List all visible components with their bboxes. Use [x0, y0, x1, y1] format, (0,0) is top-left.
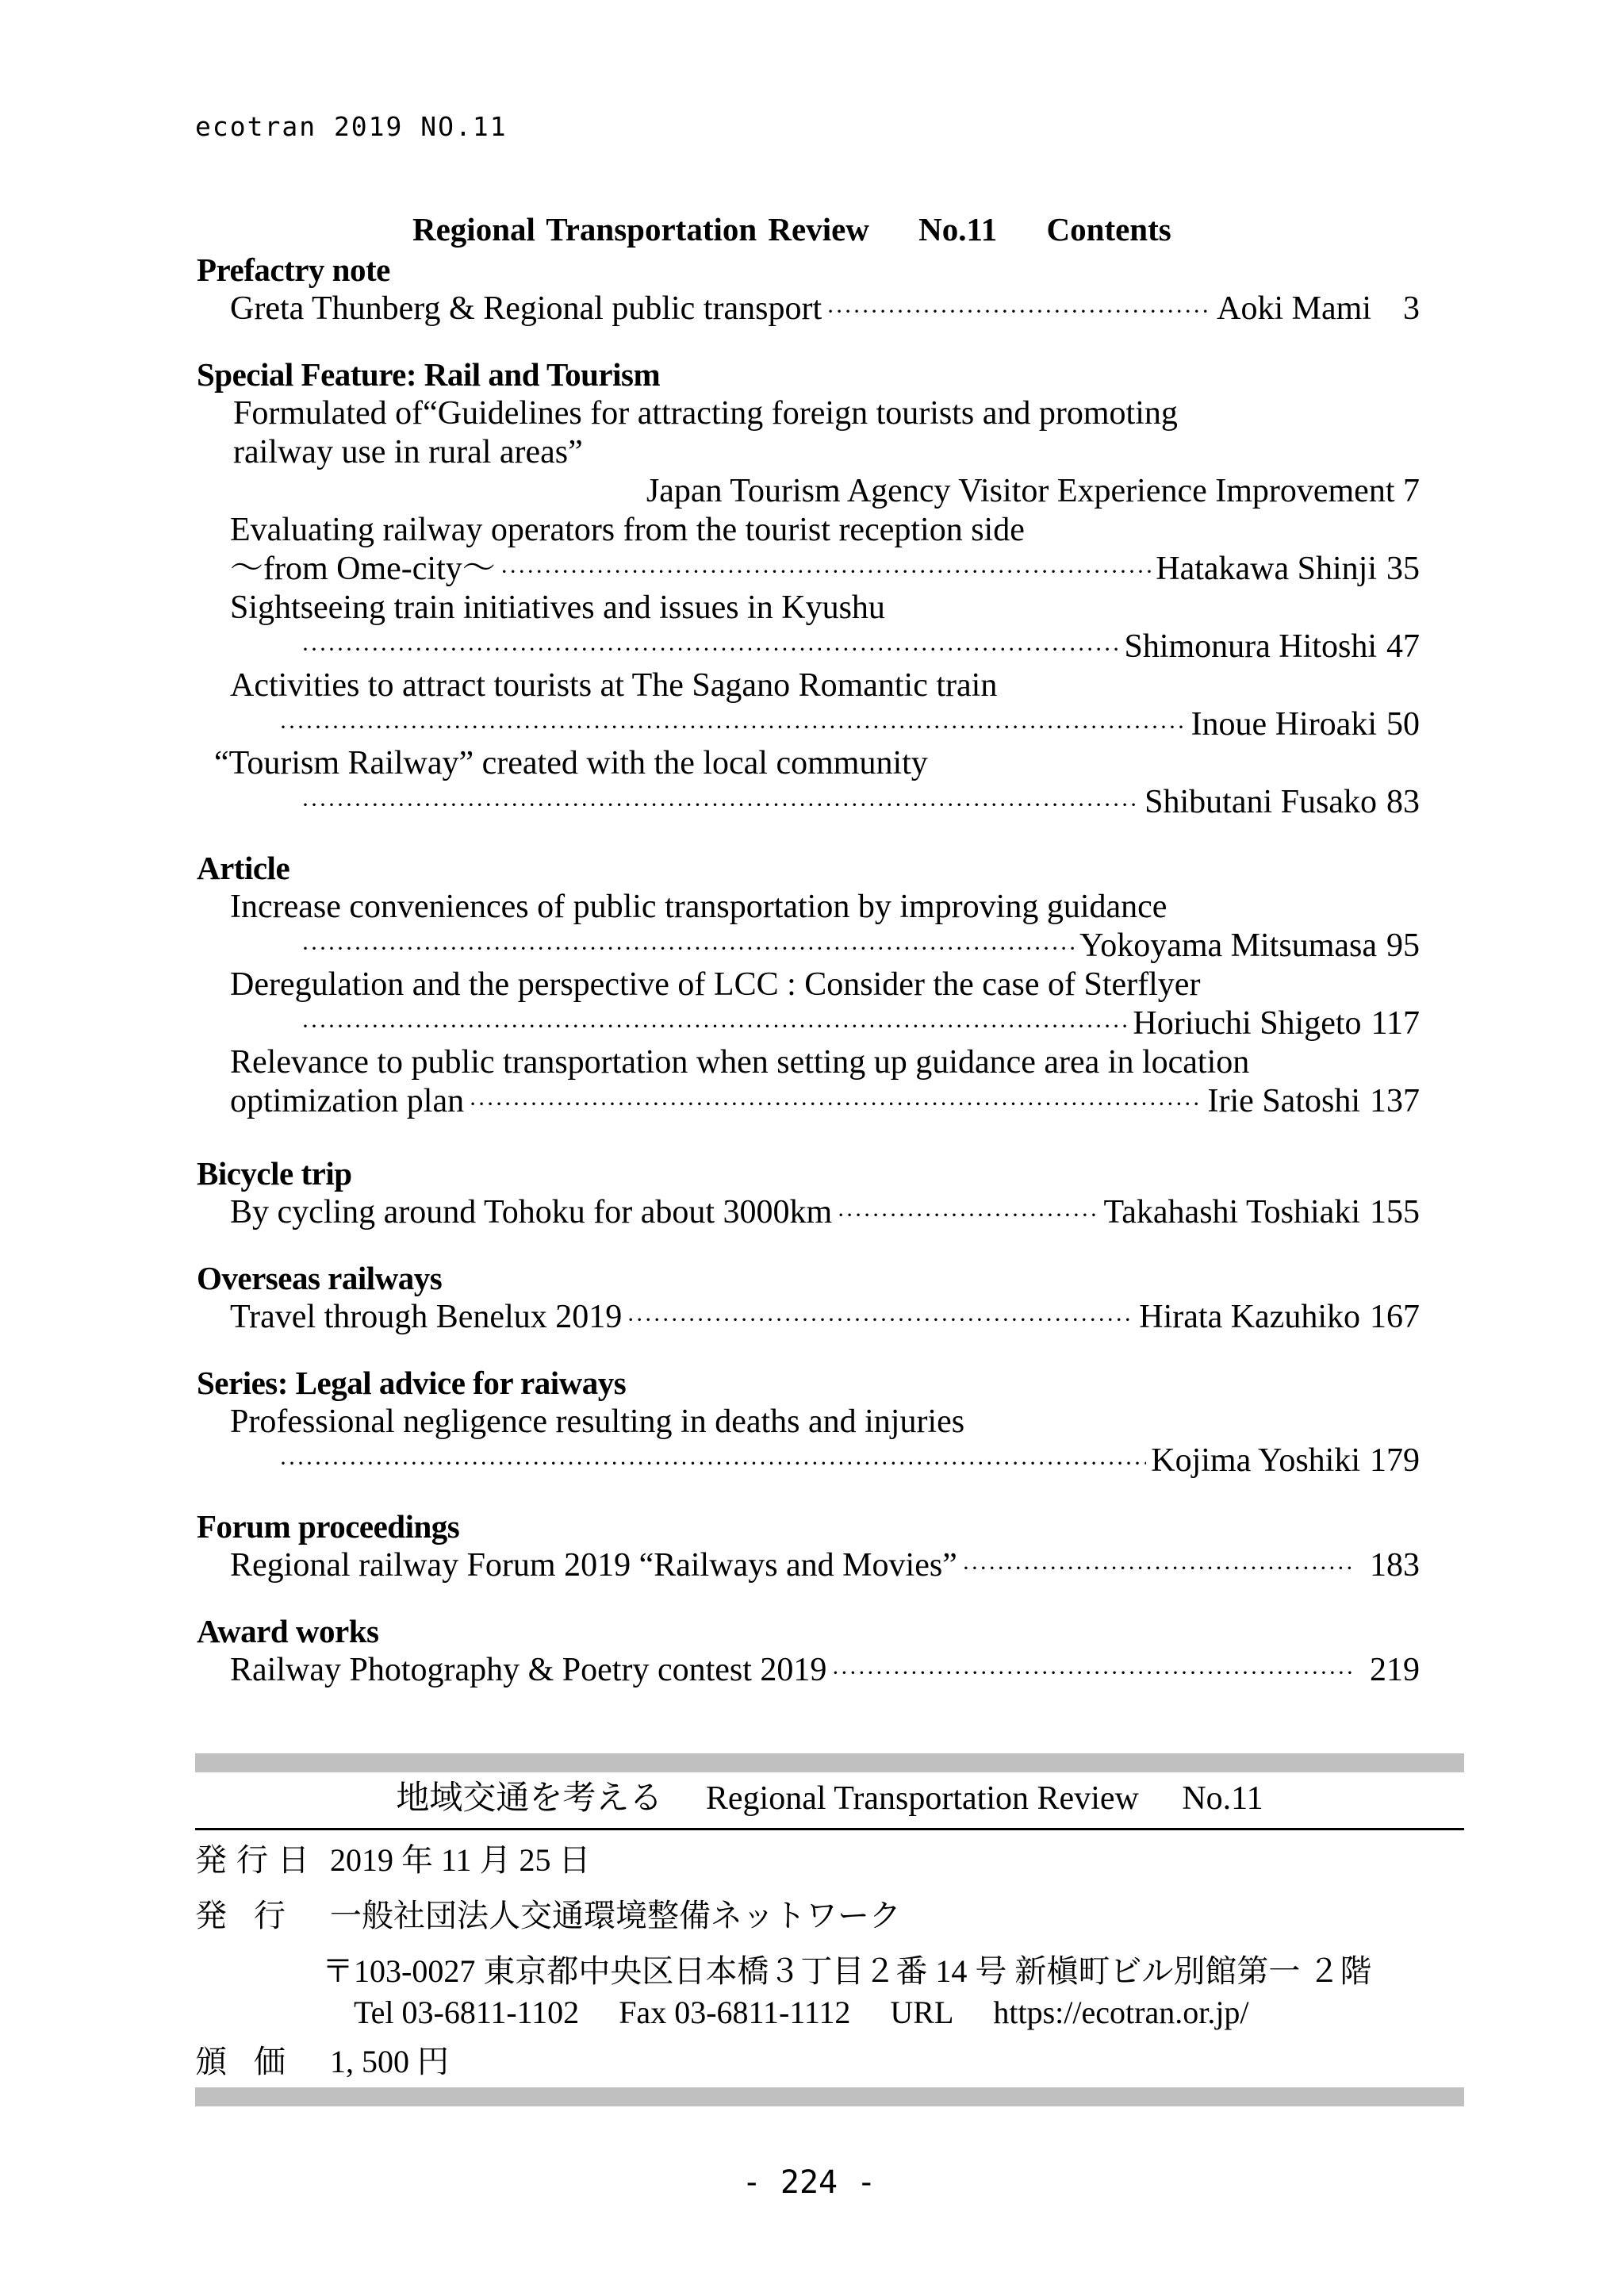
colophon-title-no: No.11 — [1182, 1780, 1263, 1817]
entry-author: Shimonura Hitoshi — [1124, 628, 1377, 665]
section-award-works — [197, 1612, 1420, 1690]
toc-entry[interactable] — [197, 1651, 1420, 1690]
entry-page: 35 — [1386, 551, 1420, 587]
url-link[interactable]: https://ecotran.or.jp/ — [993, 1995, 1249, 2030]
entry-page: 95 — [1386, 927, 1420, 964]
section-title: Article — [197, 850, 290, 886]
toc-entry[interactable] — [197, 927, 1420, 966]
leader-dots — [301, 929, 1075, 968]
leader-dots — [831, 1653, 1355, 1692]
section-title: Special Feature: Rail and Tourism — [197, 356, 661, 393]
divider-bar — [195, 2087, 1464, 2106]
leader-dots — [826, 292, 1212, 331]
section-title: Prefactry note — [197, 251, 390, 288]
entry-title-line: railway use in rural areas” — [233, 434, 583, 470]
entry-author: Hirata Kazuhiko — [1139, 1299, 1360, 1335]
price-label: 頒 価 — [195, 2044, 295, 2079]
entry-title-line: Relevance to public transportation when setting up guidance area in location — [230, 1044, 1250, 1081]
toc-entry[interactable] — [197, 628, 1420, 666]
entry-title-line: Increase conveniences of public transportation by improving guidance — [230, 889, 1167, 925]
entry-title-line: Formulated of“Guidelines for attracting foreign tourists and promoting — [233, 395, 1178, 432]
section-bicycle-trip — [197, 1154, 1420, 1232]
leader-dots — [301, 785, 1140, 824]
publisher-name: 一般社団法人交通環境整備ネットワーク — [330, 1898, 901, 1933]
page-number: - 224 - — [742, 2164, 876, 2201]
divider-bar — [195, 1753, 1464, 1772]
section-title: Overseas railways — [197, 1260, 443, 1296]
entry-page: 50 — [1386, 706, 1420, 743]
entry-page: 183 — [1370, 1547, 1420, 1584]
toc-entry[interactable] — [197, 1004, 1420, 1043]
toc-entry[interactable] — [197, 1546, 1420, 1585]
section-article — [197, 849, 1420, 1121]
entry-author: Hatakawa Shinji — [1156, 551, 1377, 587]
entry-title-line: “Tourism Railway” created with the local community — [214, 745, 928, 781]
tel: Tel 03-6811-1102 — [354, 1995, 580, 2030]
toc-entry[interactable] — [197, 1082, 1420, 1121]
publisher-label: 発 行 — [195, 1898, 295, 1933]
publisher-address: 〒103-0027 東京都中央区日本橋３丁目２番 14 号 新槇町ビル別館第一 ２階 — [322, 1953, 1372, 1989]
entry-page: 219 — [1370, 1652, 1420, 1688]
entry-title: Travel through Benelux 2019 — [230, 1299, 623, 1335]
toc-entry[interactable] — [197, 1442, 1420, 1480]
entry-page: 7 — [1403, 473, 1420, 509]
leader-dots — [469, 1085, 1202, 1123]
entry-title: optimization plan — [230, 1083, 465, 1119]
entry-title: Regional railway Forum 2019 “Railways and Movies” — [230, 1547, 957, 1584]
colophon-title-en: Regional Transportation Review — [705, 1780, 1139, 1817]
leader-dots — [962, 1549, 1355, 1588]
colophon — [195, 1753, 1464, 2106]
entry-author: Aoki Mami — [1217, 290, 1371, 327]
entry-page: 167 — [1370, 1299, 1420, 1335]
section-title: Award works — [197, 1613, 379, 1649]
entry-page: 117 — [1371, 1005, 1420, 1042]
publish-date-label: 発行日 — [195, 1842, 319, 1878]
contact-row — [195, 1994, 1464, 2032]
leader-dots — [301, 1007, 1128, 1046]
publish-date-row — [195, 1841, 1464, 1879]
url-label: URL — [890, 1995, 954, 2030]
leader-dots — [500, 552, 1151, 591]
price: 1, 500 円 — [330, 2044, 449, 2079]
section-legal-advice — [197, 1364, 1420, 1480]
entry-author: Horiuchi Shigeto — [1133, 1005, 1362, 1042]
leader-dots — [627, 1300, 1134, 1339]
section-title: Forum proceedings — [197, 1508, 460, 1545]
entry-author: Irie Satoshi — [1207, 1083, 1360, 1119]
entry-title: Greta Thunberg & Regional public transport — [230, 290, 822, 327]
entry-page: 47 — [1386, 628, 1420, 665]
section-overseas-railways — [197, 1259, 1420, 1337]
leader-dots — [279, 708, 1187, 747]
leader-dots — [279, 1444, 1146, 1483]
entry-page: 3 — [1403, 290, 1420, 327]
toc-entry[interactable] — [197, 705, 1420, 744]
entry-author: Kojima Yoshiki — [1151, 1442, 1360, 1479]
entry-page: 83 — [1386, 784, 1420, 820]
leader-dots — [837, 1196, 1098, 1234]
toc-entry[interactable] — [197, 550, 1420, 589]
publish-date: 2019 年 11 月 25 日 — [330, 1842, 591, 1878]
entry-page: 155 — [1370, 1194, 1420, 1231]
entry-title-line: Professional negligence resulting in deaths and injuries — [230, 1403, 965, 1440]
colophon-title-jp: 地域交通を考える — [396, 1780, 663, 1817]
entry-author: Inoue Hiroaki — [1190, 706, 1377, 743]
publisher-row — [195, 1897, 1464, 1935]
entry-page: 179 — [1370, 1442, 1420, 1479]
entry-author-line — [197, 472, 1420, 511]
entry-author: Shibutani Fusako — [1144, 784, 1377, 820]
entry-title-line: Deregulation and the perspective of LCC : Consider the case of Sterflyer — [230, 966, 1201, 1003]
table-of-contents — [197, 251, 1420, 1717]
entry-title: By cycling around Tohoku for about 3000km — [230, 1194, 833, 1231]
colophon-title — [195, 1772, 1464, 1828]
toc-entry[interactable] — [197, 1193, 1420, 1232]
section-forum-proceedings — [197, 1507, 1420, 1585]
contents-title — [412, 210, 1171, 248]
section-title: Bicycle trip — [197, 1155, 352, 1192]
toc-entry[interactable] — [197, 1298, 1420, 1337]
entry-author: Takahashi Toshiaki — [1103, 1194, 1360, 1231]
section-title: Series: Legal advice for raiways — [197, 1365, 627, 1401]
price-row — [195, 2043, 1464, 2081]
entry-author: Japan Tourism Agency Visitor Experience Improvement — [646, 473, 1395, 509]
divider-rule — [195, 1828, 1464, 1830]
section-prefactry — [197, 251, 1420, 328]
contents-title-name: Regional Transportation Review — [412, 211, 869, 248]
entry-title: 〜from Ome-city〜 — [230, 551, 496, 587]
entry-author: Yokoyama Mitsumasa — [1079, 927, 1377, 964]
leader-dots — [301, 630, 1119, 669]
entry-title-line: Sightseeing train initiatives and issues in Kyushu — [230, 589, 885, 626]
toc-entry[interactable] — [197, 290, 1420, 328]
journal-header: ecotran 2019 NO.11 — [195, 111, 508, 142]
section-special-feature — [197, 355, 1420, 822]
toc-entry[interactable] — [197, 783, 1420, 822]
fax: Fax 03-6811-1112 — [619, 1995, 851, 2030]
entry-title: Railway Photography & Poetry contest 2019 — [230, 1652, 827, 1688]
entry-title-line: Activities to attract tourists at The Sagano Romantic train — [230, 667, 998, 704]
contents-title-label: Contents — [1046, 211, 1171, 248]
contents-title-number: No.11 — [918, 211, 998, 248]
entry-page: 137 — [1370, 1083, 1420, 1119]
entry-title-line: Evaluating railway operators from the tourist reception side — [230, 512, 1025, 548]
